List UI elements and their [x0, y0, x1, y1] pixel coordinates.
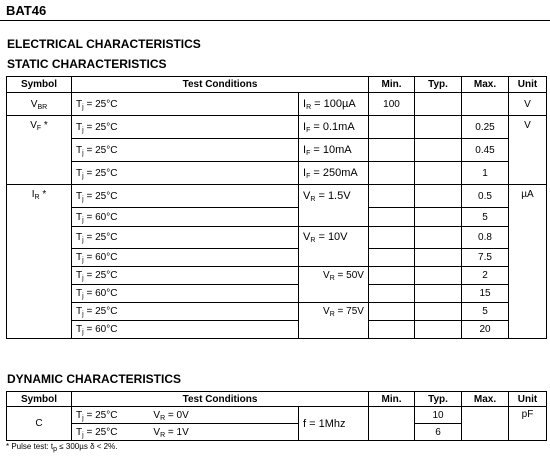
tj-cell: $T_j = 25^\circ C$: [72, 267, 299, 285]
col-min: Min.: [369, 77, 415, 93]
condition-cell: $I_F = 0.1mA$: [299, 116, 369, 139]
max-value: 7.5: [462, 249, 509, 267]
condition-cell: $I_F = 10mA$: [299, 139, 369, 162]
table-row: [7, 303, 547, 321]
table-row: [7, 407, 547, 424]
dynamic-characteristics-table: [6, 391, 547, 441]
col-min: Min.: [369, 392, 415, 407]
static-title: STATIC CHARACTERISTICS: [7, 57, 167, 71]
tj-cell: $T_j = 60^\circ C$: [72, 321, 299, 339]
frequency-cell: f = 1Mhz: [299, 407, 369, 441]
unit-value: V: [509, 116, 547, 185]
typ-value: [415, 185, 462, 208]
max-value: 0.25: [462, 116, 509, 139]
typ-value: [415, 227, 462, 249]
min-value: [369, 227, 415, 249]
symbol-c: C: [7, 407, 72, 441]
max-value: [462, 93, 509, 116]
table-row: [7, 162, 547, 185]
typ-value: [415, 208, 462, 227]
table-row: [7, 93, 547, 116]
table-row: [7, 139, 547, 162]
symbol-vf: $V_F$ *: [7, 116, 72, 185]
tj-cell: $T_j = 25^\circ C$: [72, 185, 299, 208]
col-max: Max.: [462, 392, 509, 407]
static-characteristics-table: [6, 76, 547, 339]
min-value: [369, 267, 415, 285]
col-test-conditions: Test Conditions: [72, 392, 369, 407]
typ-value: [415, 321, 462, 339]
tj-cell: $T_j = 25^\circ C$: [72, 93, 299, 116]
condition-cell: $V_R = 75V$: [299, 303, 369, 339]
typ-value: [415, 303, 462, 321]
col-symbol: Symbol: [7, 392, 72, 407]
max-value: 15: [462, 285, 509, 303]
table-row: [7, 227, 547, 249]
tj-cell: $T_j = 25^\circ C$: [72, 303, 299, 321]
table-row: [7, 285, 547, 303]
min-value: [369, 249, 415, 267]
max-value: 2: [462, 267, 509, 285]
condition-cell: $I_F = 250mA$: [299, 162, 369, 185]
max-value: 0.45: [462, 139, 509, 162]
part-number: BAT46: [6, 3, 47, 18]
condition-cell: $V_R = 1.5V$: [299, 185, 369, 227]
typ-value: [415, 139, 462, 162]
col-unit: Unit: [509, 392, 547, 407]
typ-value: [415, 267, 462, 285]
tj-cell: $T_j = 25^\circ C$: [72, 139, 299, 162]
symbol-ir: $I_R$ *: [7, 185, 72, 339]
min-value: [369, 407, 415, 441]
col-typ: Typ.: [415, 77, 462, 93]
min-value: 100: [369, 93, 415, 116]
max-value: 5: [462, 208, 509, 227]
footnote: * Pulse test: $t_p \le 300\mu s$ δ < 2%.: [6, 442, 118, 453]
tj-cell: $T_j = 25^\circ C$: [72, 227, 299, 249]
max-value: 1: [462, 162, 509, 185]
table-row: [7, 185, 547, 208]
table-row: [7, 208, 547, 227]
unit-value: pF: [509, 407, 547, 441]
section-title: ELECTRICAL CHARACTERISTICS: [7, 37, 201, 51]
tj-cell: $T_j = 25^\circ C$: [72, 162, 299, 185]
min-value: [369, 162, 415, 185]
col-typ: Typ.: [415, 392, 462, 407]
tj-cell: $T_j = 25^\circ C$: [72, 116, 299, 139]
col-test-conditions: Test Conditions: [72, 77, 369, 93]
max-value: 20: [462, 321, 509, 339]
col-symbol: Symbol: [7, 77, 72, 93]
min-value: [369, 321, 415, 339]
header-rule: [0, 20, 550, 21]
typ-value: [415, 93, 462, 116]
tj-cell: $T_j = 60^\circ C$: [72, 249, 299, 267]
tj-vr-cell: $T_j = 25^\circ C$ $V_R = 1V$: [72, 424, 299, 441]
max-value: 0.5: [462, 185, 509, 208]
unit-value: µA: [509, 185, 547, 339]
col-max: Max.: [462, 77, 509, 93]
min-value: [369, 116, 415, 139]
typ-value: [415, 162, 462, 185]
col-unit: Unit: [509, 77, 547, 93]
typ-value: [415, 116, 462, 139]
tj-vr-cell: $T_j = 25^\circ C$ $V_R = 0V$: [72, 407, 299, 424]
min-value: [369, 285, 415, 303]
table-row: [7, 249, 547, 267]
typ-value: 10: [415, 407, 462, 424]
condition-cell: $V_R = 10V$: [299, 227, 369, 267]
min-value: [369, 208, 415, 227]
typ-value: [415, 285, 462, 303]
typ-value: 6: [415, 424, 462, 441]
condition-cell: $V_R = 50V$: [299, 267, 369, 303]
table-row: [7, 267, 547, 285]
unit-value: V: [509, 93, 547, 116]
max-value: [462, 407, 509, 441]
tj-cell: $T_j = 60^\circ C$: [72, 285, 299, 303]
min-value: [369, 303, 415, 321]
tj-cell: $T_j = 60^\circ C$: [72, 208, 299, 227]
condition-cell: $I_R = 100\mu A$: [299, 93, 369, 116]
symbol-vbr: $V_{BR}$: [7, 93, 72, 116]
max-value: 5: [462, 303, 509, 321]
table-row: [7, 321, 547, 339]
min-value: [369, 185, 415, 208]
max-value: 0.8: [462, 227, 509, 249]
min-value: [369, 139, 415, 162]
typ-value: [415, 249, 462, 267]
dynamic-title: DYNAMIC CHARACTERISTICS: [7, 372, 181, 386]
table-row: [7, 116, 547, 139]
